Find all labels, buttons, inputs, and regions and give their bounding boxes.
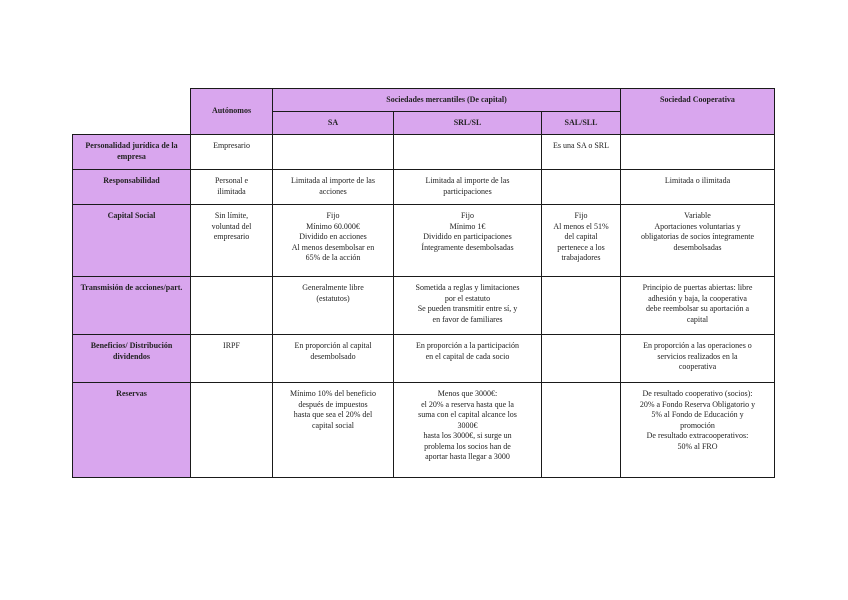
cell-sa xyxy=(273,135,394,170)
cell-cooperativa: Principio de puertas abiertas: libre adhesión y baja, la cooperativa debe reembolsar su aportación a capital xyxy=(621,277,775,335)
cell-sal xyxy=(542,170,621,205)
cell-autonomos: Empresario xyxy=(191,135,273,170)
cell-cooperativa: De resultado cooperativo (socios): 20% a Fondo Reserva Obligatorio y 5% al Fondo de Educación y promoción De resultado extracooperativos: 50% al FRO xyxy=(621,383,775,478)
row-label: Capital Social xyxy=(73,205,191,277)
cell-srl: Menos que 3000€: el 20% a reserva hasta que la suma con el capital alcance los 3000€ hasta los 3000€, si surge un problema los socios han de aportar hasta llegar a 3000 xyxy=(394,383,542,478)
cell-srl: En proporción a la participación en el capital de cada socio xyxy=(394,335,542,383)
header-autonomos: Autónomos xyxy=(191,89,273,135)
cell-sa: Generalmente libre (estatutos) xyxy=(273,277,394,335)
cell-cooperativa xyxy=(621,135,775,170)
cell-autonomos xyxy=(191,383,273,478)
cell-sa: Limitada al importe de las acciones xyxy=(273,170,394,205)
cell-srl: Limitada al importe de las participaciones xyxy=(394,170,542,205)
header-sa: SA xyxy=(273,112,394,135)
corner-cell xyxy=(73,89,191,135)
table-row xyxy=(73,135,775,170)
cell-sal xyxy=(542,383,621,478)
table-row xyxy=(73,277,775,335)
cell-autonomos: Sin límite, voluntad del empresario xyxy=(191,205,273,277)
cell-srl: Sometida a reglas y limitaciones por el estatuto Se pueden transmitir entre sí, y en favor de familiares xyxy=(394,277,542,335)
cell-sal xyxy=(542,335,621,383)
cell-cooperativa: En proporción a las operaciones o servicios realizados en la cooperativa xyxy=(621,335,775,383)
cell-sal xyxy=(542,277,621,335)
cell-autonomos: Personal e ilimitada xyxy=(191,170,273,205)
row-label: Responsabilidad xyxy=(73,170,191,205)
cell-autonomos: IRPF xyxy=(191,335,273,383)
row-label: Reservas xyxy=(73,383,191,478)
cell-cooperativa: Limitada o ilimitada xyxy=(621,170,775,205)
row-label: Personalidad jurídica de la empresa xyxy=(73,135,191,170)
cell-srl: Fijo Mínimo 1€ Dividido en participaciones Íntegramente desembolsadas xyxy=(394,205,542,277)
comparison-table xyxy=(72,88,775,478)
cell-sa: Mínimo 10% del beneficio después de impuestos hasta que sea el 20% del capital social xyxy=(273,383,394,478)
header-sociedad-cooperativa: Sociedad Cooperativa xyxy=(621,89,775,135)
cell-sal: Fijo Al menos el 51% del capital pertenece a los trabajadores xyxy=(542,205,621,277)
table-row xyxy=(73,383,775,478)
row-label: Transmisión de acciones/part. xyxy=(73,277,191,335)
cell-sa: Fijo Mínimo 60.000€ Dividido en acciones Al menos desembolsar en 65% de la acción xyxy=(273,205,394,277)
table-row xyxy=(73,205,775,277)
header-sal: SAL/SLL xyxy=(542,112,621,135)
header-srl: SRL/SL xyxy=(394,112,542,135)
header-sociedades-mercantiles: Sociedades mercantiles (De capital) xyxy=(273,89,621,112)
table-row xyxy=(73,335,775,383)
row-label: Beneficios/ Distribución dividendos xyxy=(73,335,191,383)
cell-cooperativa: Variable Aportaciones voluntarias y obligatorias de socios íntegramente desembolsadas xyxy=(621,205,775,277)
cell-sa: En proporción al capital desembolsado xyxy=(273,335,394,383)
cell-srl xyxy=(394,135,542,170)
cell-sal: Es una SA o SRL xyxy=(542,135,621,170)
table-row xyxy=(73,170,775,205)
cell-autonomos xyxy=(191,277,273,335)
